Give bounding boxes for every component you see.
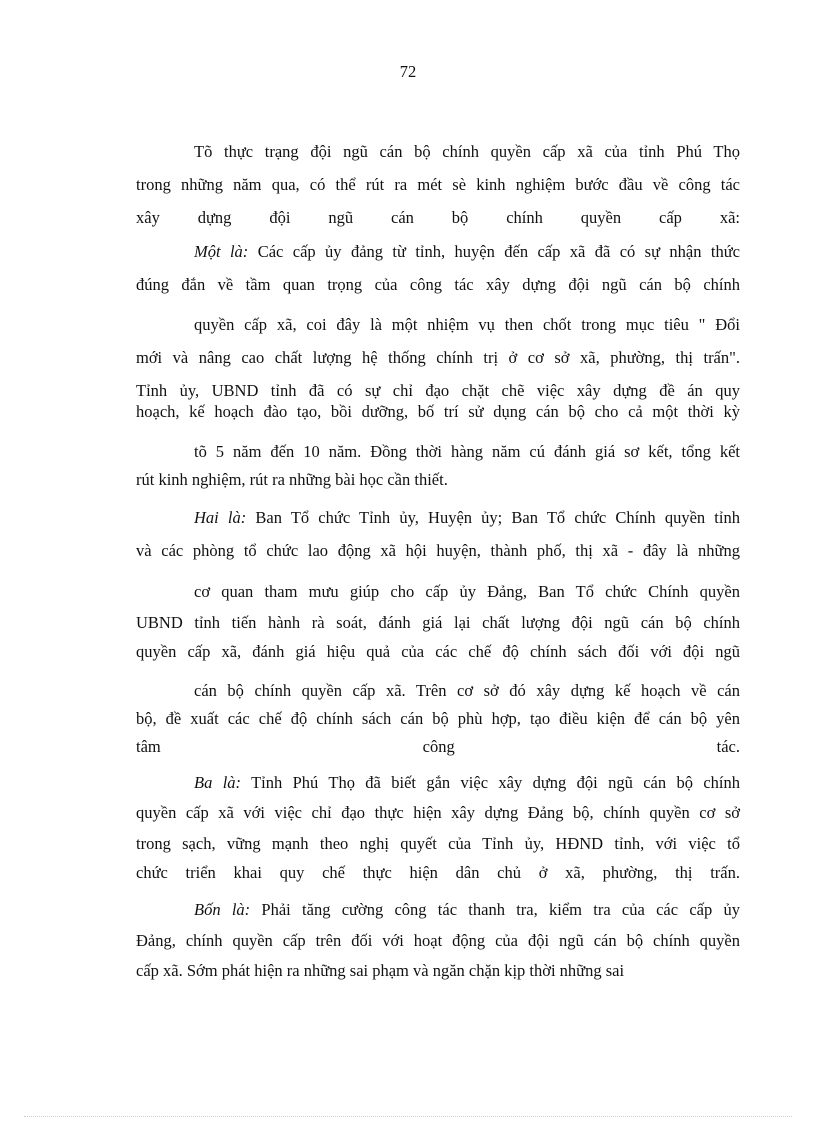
line-text: Đảng, chính quyền cấp trên đối với hoạt động của đội ngũ cán bộ chính quyền	[136, 931, 740, 950]
text-line	[194, 772, 740, 794]
line-text: tâm công tác.	[136, 737, 740, 756]
line-text: cấp xã. Sớm phát hiện ra những sai phạm và ngăn chặn kịp thời những sai	[136, 961, 625, 980]
text-line	[136, 540, 740, 562]
line-text: quyền cấp xã, coi đây là một nhiệm vụ then chốt trong mục tiêu " Đổi	[194, 315, 740, 334]
text-line	[136, 274, 740, 296]
line-text: tõ 5 năm đến 10 năm. Đồng thời hàng năm cú đánh giá sơ kết, tổng kết	[194, 442, 740, 461]
text-line	[194, 581, 740, 603]
text-line	[136, 380, 740, 402]
text-line	[136, 708, 740, 730]
text-line	[136, 736, 740, 758]
text-line	[194, 441, 740, 463]
line-text: UBND tỉnh tiến hành rà soát, đánh giá lại chất lượng đội ngũ cán bộ chính	[136, 613, 740, 632]
line-text: Phải tăng cường công tác thanh tra, kiểm tra của các cấp ủy	[250, 900, 740, 919]
text-line	[136, 207, 740, 229]
text-line	[194, 241, 740, 263]
line-text: cán bộ chính quyền cấp xã. Trên cơ sở đó xây dựng kế hoạch về cán	[194, 681, 740, 700]
line-text: chức triển khai quy chế thực hiện dân chủ ở xã, phường, thị trấn.	[136, 863, 740, 882]
line-text: rút kinh nghiệm, rút ra những bài học cần thiết.	[136, 470, 448, 489]
text-line	[136, 641, 740, 663]
text-line	[136, 174, 740, 196]
text-line	[136, 401, 740, 423]
text-line	[136, 960, 740, 982]
line-text: đúng đắn về tầm quan trọng của công tác xây dựng đội ngũ cán bộ chính	[136, 275, 740, 294]
line-text: trong những năm qua, có thể rút ra mét sè kinh nghiệm bước đầu về công tác	[136, 175, 740, 194]
text-line	[194, 141, 740, 163]
text-line	[136, 612, 740, 634]
line-text: hoạch, kế hoạch đào tạo, bồi dưỡng, bố trí sử dụng cán bộ cho cả một thời kỳ	[136, 402, 740, 421]
text-line	[194, 314, 740, 336]
text-line	[194, 680, 740, 702]
line-text: cơ quan tham mưu giúp cho cấp ủy Đảng, Ban Tổ chức Chính quyền	[194, 582, 740, 601]
line-text: Tỉnh Phú Thọ đã biết gắn việc xây dựng đội ngũ cán bộ chính	[241, 773, 740, 792]
page-bottom-divider	[24, 1116, 792, 1117]
line-text: mới và nâng cao chất lượng hệ thống chính trị ở cơ sở xã, phường, thị trấn".	[136, 348, 740, 367]
line-text: Tỉnh ủy, UBND tỉnh đã có sự chỉ đạo chặt chẽ việc xây dựng đề án quy	[136, 381, 740, 400]
line-text: và các phòng tổ chức lao động xã hội huyện, thành phố, thị xã - đây là những	[136, 541, 740, 560]
line-text: Ban Tổ chức Tỉnh ủy, Huyện ủy; Ban Tổ chức Chính quyền tỉnh	[246, 508, 740, 527]
line-text: Các cấp ủy đảng từ tỉnh, huyện đến cấp xã đã có sự nhận thức	[248, 242, 740, 261]
line-text: bộ, đề xuất các chế độ chính sách cán bộ phù hợp, tạo điều kiện để cán bộ yên	[136, 709, 740, 728]
text-line	[136, 930, 740, 952]
text-line	[136, 862, 740, 884]
paragraph-lead: Một là:	[194, 242, 249, 261]
text-line	[194, 507, 740, 529]
text-line	[194, 899, 740, 921]
paragraph-lead: Bốn là:	[194, 900, 251, 919]
text-line	[136, 802, 740, 824]
line-text: quyền cấp xã, đánh giá hiệu quả của các chế độ chính sách đối với đội ngũ	[136, 642, 740, 661]
text-line	[136, 833, 740, 855]
text-line	[136, 347, 740, 369]
line-text: trong sạch, vững mạnh theo nghị quyết của Tỉnh ủy, HĐND tỉnh, với việc tổ	[136, 834, 740, 853]
paragraph-lead: Hai là:	[194, 508, 247, 527]
text-line	[136, 469, 740, 491]
line-text: xây dựng đội ngũ cán bộ chính quyền cấp xã:	[136, 208, 740, 227]
page-number: 72	[399, 62, 417, 81]
paragraph-lead: Ba là:	[194, 773, 242, 792]
line-text: quyền cấp xã với việc chỉ đạo thực hiện xây dựng Đảng bộ, chính quyền cơ sở	[136, 803, 740, 822]
line-text: Tõ thực trạng đội ngũ cán bộ chính quyền cấp xã của tỉnh Phú Thọ	[194, 142, 740, 161]
